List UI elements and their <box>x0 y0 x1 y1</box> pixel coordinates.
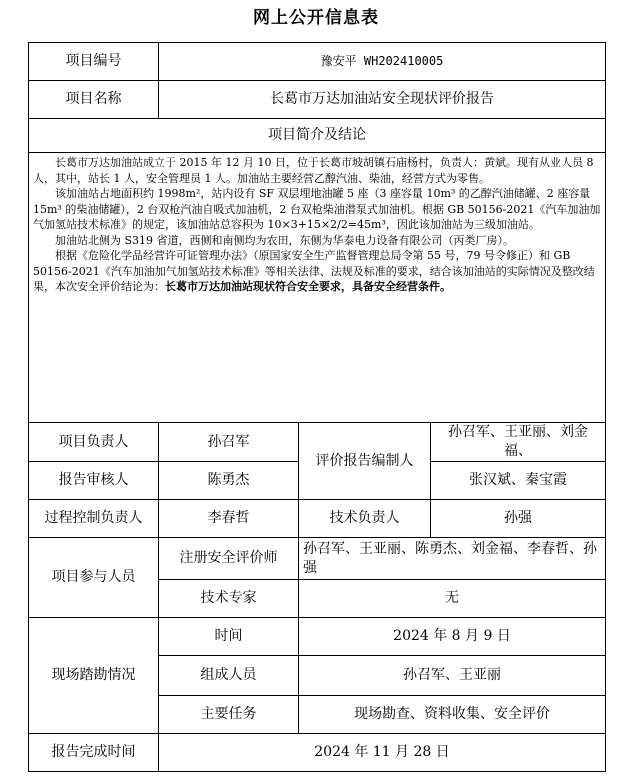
intro-paragraph-2: 该加油站占地面积约 1998m²，站内设有 SF 双层埋地油罐 5 座（3 座容量 10m³ 的乙醇汽油储罐、2 座容量 15m³ 的柴油储罐），2 台双枪汽油自吸式加油机，2 台双枪柴油潜泵式加油机。根据 GB 50156-2021《汽车加油加气加氢站技术标准》的规定，该加油站总容积为 10×3+15×2/2=45m³，因此该加油站为三级加油站。 <box>33 187 601 231</box>
row-project-name <box>29 81 606 119</box>
row-project-no <box>29 43 606 81</box>
process-label: 过程控制负责人 <box>29 500 159 538</box>
intro-paragraph-4 <box>33 248 601 295</box>
row-completion <box>29 734 606 772</box>
expert-label: 技术专家 <box>159 580 299 618</box>
completion-value: 2024 年 11 月 28 日 <box>159 734 606 772</box>
compilers-line-2: 张汉斌、秦宝霞 <box>431 462 606 500</box>
row-leader <box>29 423 606 462</box>
tech-label: 技术负责人 <box>299 500 431 538</box>
leader-value: 孙召军 <box>159 423 299 462</box>
row-site-time <box>29 618 606 656</box>
leader-label: 项目负责人 <box>29 423 159 462</box>
row-process <box>29 500 606 538</box>
row-intro-body <box>29 153 606 423</box>
site-members-value: 孙召军、王亚丽 <box>299 656 606 696</box>
intro-heading: 项目简介及结论 <box>29 119 606 153</box>
row-intro-heading <box>29 119 606 153</box>
tech-value: 孙强 <box>431 500 606 538</box>
site-tasks-label: 主要任务 <box>159 696 299 734</box>
reviewer-value: 陈勇杰 <box>159 462 299 500</box>
reviewer-label: 报告审核人 <box>29 462 159 500</box>
compiler-label: 评价报告编制人 <box>299 423 431 500</box>
conclusion-lead: 根据《危险化学品经营许可证管理办法》（原国家安全生产监督管理总局令第 55 号，79 号令修正）和 GB 50156-2021《汽车加油加气加氢站技术标准》等相关法律、法规及标准的要求，结合该加油站的实际情况及整改结果，本次安全评价结论为： <box>33 249 595 293</box>
project-name-label: 项目名称 <box>29 81 159 119</box>
row-registered <box>29 538 606 580</box>
conclusion-text: 长葛市万达加油站现状符合安全要求，具备安全经营条件。 <box>165 280 451 293</box>
site-label: 现场踏勘情况 <box>29 618 159 734</box>
site-time-label: 时间 <box>159 618 299 656</box>
registered-value: 孙召军、王亚丽、陈勇杰、刘金福、李春哲、孙强 <box>299 538 606 580</box>
project-no-label: 项目编号 <box>29 43 159 81</box>
registered-label: 注册安全评价师 <box>159 538 299 580</box>
participants-label: 项目参与人员 <box>29 538 159 618</box>
project-no-value: 豫安平 WH202410005 <box>159 43 606 81</box>
site-time-value: 2024 年 8 月 9 日 <box>299 618 606 656</box>
project-name-value: 长葛市万达加油站安全现状评价报告 <box>159 81 606 119</box>
intro-paragraph-3: 加油站北侧为 S319 省道，西侧和南侧均为农田，东侧为华泰电力设备有限公司（丙类厂房）。 <box>55 233 515 247</box>
process-value: 李春哲 <box>159 500 299 538</box>
site-members-label: 组成人员 <box>159 656 299 696</box>
page-title: 网上公开信息表 <box>253 8 379 28</box>
expert-value: 无 <box>299 580 606 618</box>
completion-label: 报告完成时间 <box>29 734 159 772</box>
intro-summary <box>29 153 606 423</box>
site-tasks-value: 现场勘查、资料收集、安全评价 <box>299 696 606 734</box>
intro-paragraph-1: 长葛市万达加油站成立于 2015 年 12 月 10 日，位于长葛市坡胡镇石庙杨村，负责人：黄斌。现有从业人员 8 人，其中，站长 1 人，安全管理员 1 人。加油站主要经营乙醇汽油、柴油，经营方式为零售。 <box>33 156 594 185</box>
info-table <box>28 42 606 772</box>
compilers-line-1: 孙召军、王亚丽、刘金福、 <box>431 423 606 462</box>
